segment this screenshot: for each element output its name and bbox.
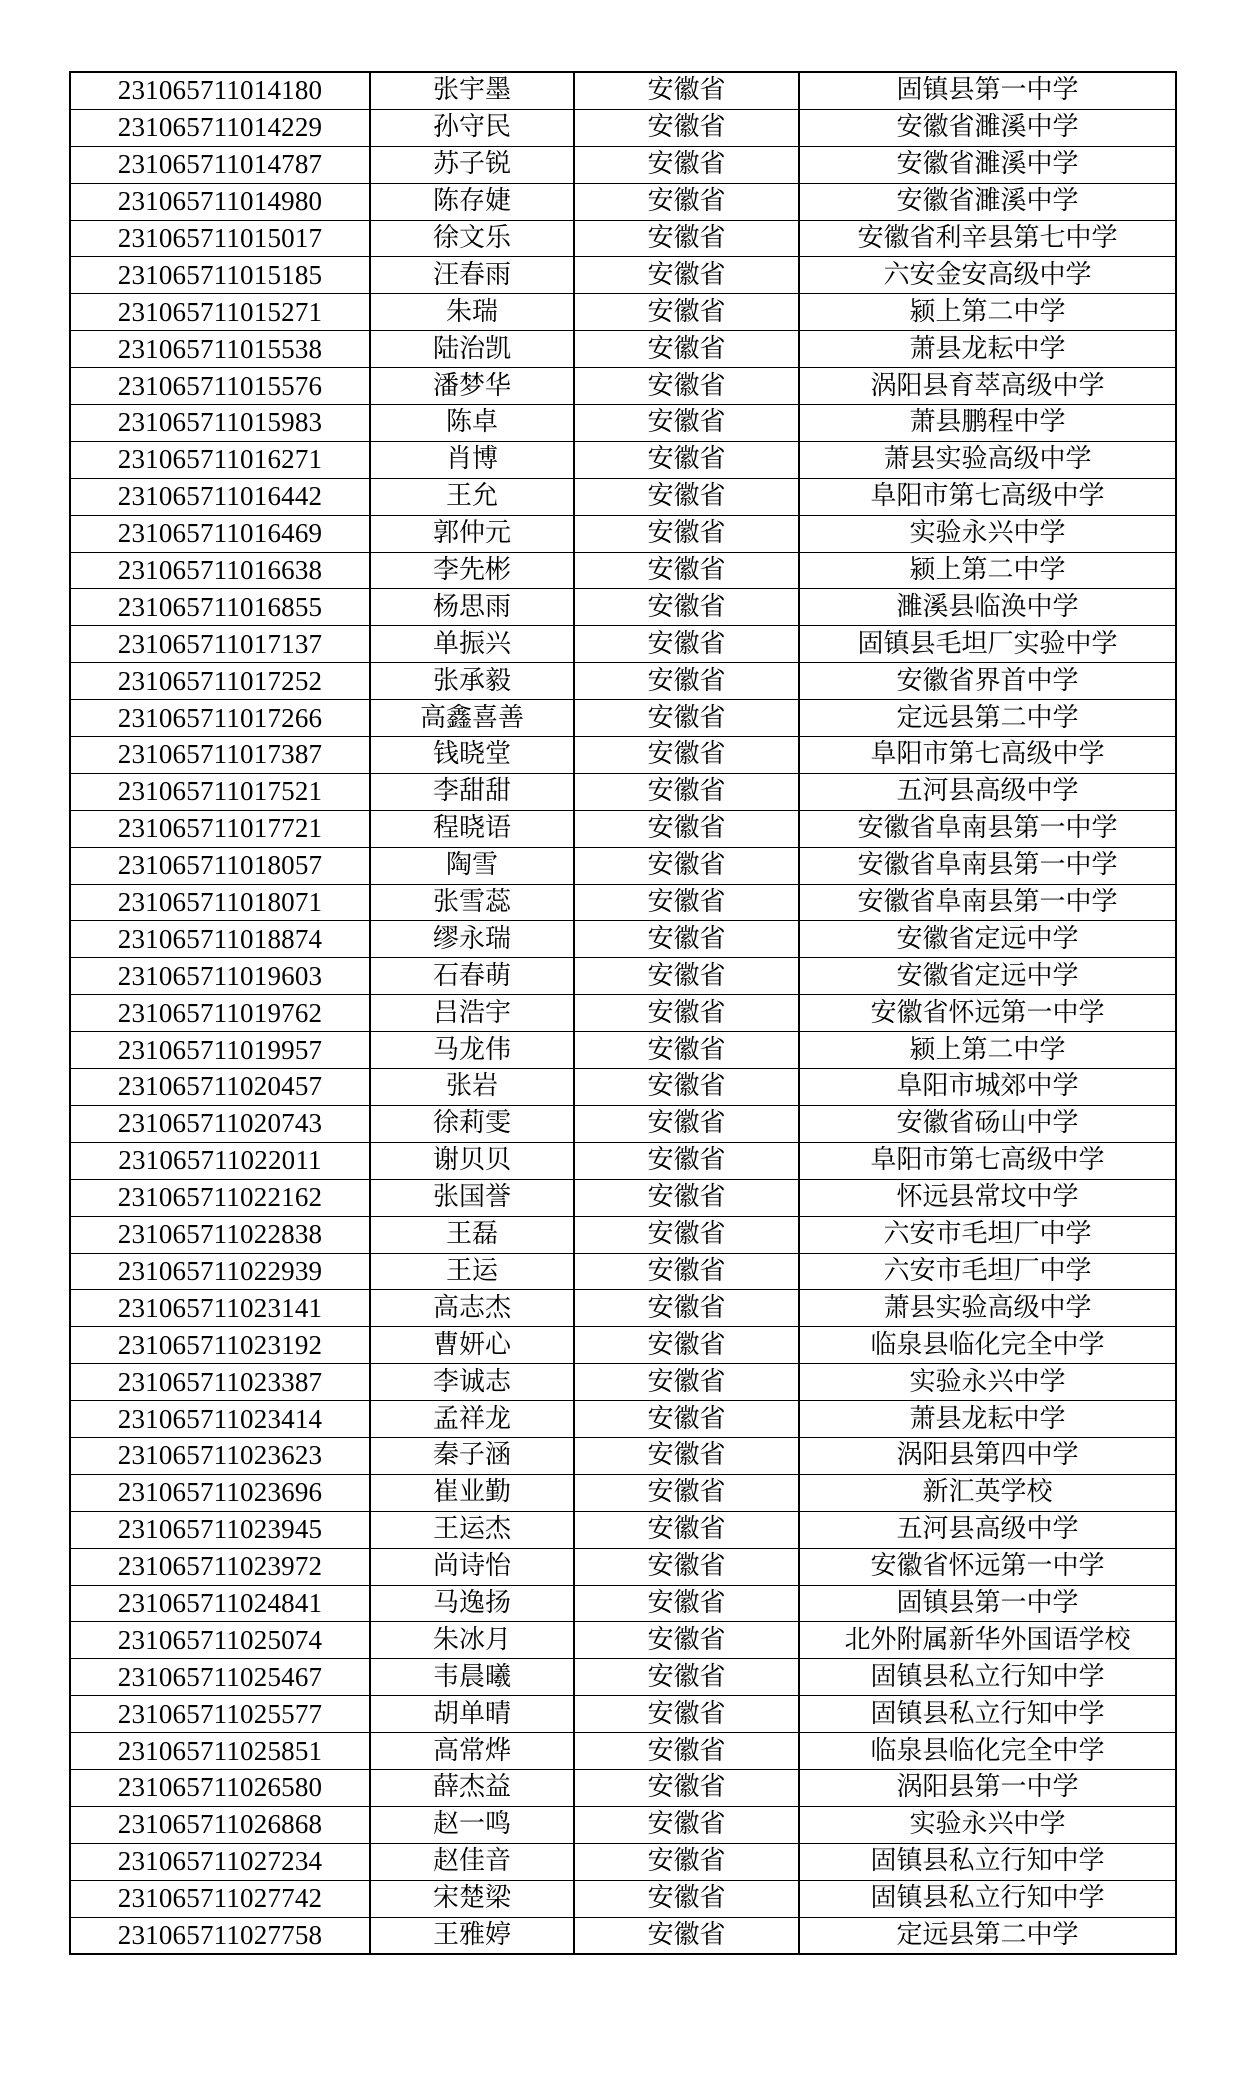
candidate-id-cell: 231065711015017 — [70, 220, 370, 257]
candidate-id-cell: 231065711025074 — [70, 1622, 370, 1659]
school-cell: 六安金安高级中学 — [799, 257, 1176, 294]
province-cell: 安徽省 — [574, 1548, 799, 1585]
province-cell: 安徽省 — [574, 146, 799, 183]
candidate-id-cell: 231065711020743 — [70, 1105, 370, 1142]
province-cell: 安徽省 — [574, 1733, 799, 1770]
student-name-cell: 王允 — [370, 478, 574, 515]
province-cell: 安徽省 — [574, 921, 799, 958]
province-cell: 安徽省 — [574, 1843, 799, 1880]
student-name-cell: 崔业勤 — [370, 1474, 574, 1511]
student-name-cell: 石春萌 — [370, 958, 574, 995]
candidate-id-cell: 231065711022939 — [70, 1253, 370, 1290]
school-cell: 实验永兴中学 — [799, 1364, 1176, 1401]
province-cell: 安徽省 — [574, 183, 799, 220]
table-row — [70, 183, 1176, 220]
candidate-id-cell: 231065711017266 — [70, 700, 370, 737]
candidate-id-cell: 231065711017521 — [70, 773, 370, 810]
province-cell: 安徽省 — [574, 1105, 799, 1142]
student-name-cell: 徐文乐 — [370, 220, 574, 257]
school-cell: 颍上第二中学 — [799, 294, 1176, 331]
student-name-cell: 胡单晴 — [370, 1696, 574, 1733]
school-cell: 颍上第二中学 — [799, 1032, 1176, 1069]
school-cell: 涡阳县育萃高级中学 — [799, 368, 1176, 405]
candidate-id-cell: 231065711023623 — [70, 1437, 370, 1474]
student-name-cell: 陈存婕 — [370, 183, 574, 220]
candidate-id-cell: 231065711018071 — [70, 884, 370, 921]
province-cell: 安徽省 — [574, 552, 799, 589]
candidate-id-cell: 231065711022838 — [70, 1216, 370, 1253]
table-row — [70, 1069, 1176, 1106]
province-cell: 安徽省 — [574, 1511, 799, 1548]
student-name-cell: 高鑫喜善 — [370, 700, 574, 737]
student-name-cell: 王运杰 — [370, 1511, 574, 1548]
table-row — [70, 1806, 1176, 1843]
school-cell: 萧县实验高级中学 — [799, 441, 1176, 478]
province-cell: 安徽省 — [574, 1327, 799, 1364]
table-row — [70, 773, 1176, 810]
table-row — [70, 1622, 1176, 1659]
student-name-cell: 王雅婷 — [370, 1917, 574, 1954]
school-cell: 萧县龙耘中学 — [799, 331, 1176, 368]
table-row — [70, 331, 1176, 368]
student-name-cell: 尚诗怡 — [370, 1548, 574, 1585]
candidate-id-cell: 231065711017387 — [70, 737, 370, 774]
candidate-id-cell: 231065711026868 — [70, 1806, 370, 1843]
candidate-id-cell: 231065711019762 — [70, 995, 370, 1032]
candidate-id-cell: 231065711017137 — [70, 626, 370, 663]
province-cell: 安徽省 — [574, 331, 799, 368]
school-cell: 涡阳县第四中学 — [799, 1437, 1176, 1474]
table-row — [70, 1032, 1176, 1069]
candidate-id-cell: 231065711017721 — [70, 810, 370, 847]
candidate-id-cell: 231065711026580 — [70, 1769, 370, 1806]
candidate-id-cell: 231065711017252 — [70, 663, 370, 700]
province-cell: 安徽省 — [574, 1290, 799, 1327]
candidate-id-cell: 231065711022162 — [70, 1179, 370, 1216]
province-cell: 安徽省 — [574, 1179, 799, 1216]
table-row — [70, 1290, 1176, 1327]
table-row — [70, 1364, 1176, 1401]
candidate-id-cell: 231065711023141 — [70, 1290, 370, 1327]
province-cell: 安徽省 — [574, 958, 799, 995]
candidate-id-cell: 231065711027234 — [70, 1843, 370, 1880]
table-row — [70, 552, 1176, 589]
province-cell: 安徽省 — [574, 1069, 799, 1106]
student-name-cell: 马逸扬 — [370, 1585, 574, 1622]
student-name-cell: 李甜甜 — [370, 773, 574, 810]
school-cell: 北外附属新华外国语学校 — [799, 1622, 1176, 1659]
table-row — [70, 1327, 1176, 1364]
table-row — [70, 847, 1176, 884]
student-name-cell: 张国誉 — [370, 1179, 574, 1216]
candidate-id-cell: 231065711022011 — [70, 1142, 370, 1179]
table-row — [70, 1917, 1176, 1954]
student-name-cell: 苏子锐 — [370, 146, 574, 183]
province-cell: 安徽省 — [574, 1364, 799, 1401]
school-cell: 萧县鹏程中学 — [799, 405, 1176, 442]
school-cell: 涡阳县第一中学 — [799, 1769, 1176, 1806]
table-row — [70, 884, 1176, 921]
province-cell: 安徽省 — [574, 737, 799, 774]
school-cell: 安徽省阜南县第一中学 — [799, 847, 1176, 884]
roster-body — [70, 72, 1176, 1954]
province-cell: 安徽省 — [574, 847, 799, 884]
province-cell: 安徽省 — [574, 626, 799, 663]
table-row — [70, 1105, 1176, 1142]
table-row — [70, 146, 1176, 183]
candidate-id-cell: 231065711015538 — [70, 331, 370, 368]
candidate-id-cell: 231065711016855 — [70, 589, 370, 626]
student-name-cell: 张雪蕊 — [370, 884, 574, 921]
school-cell: 萧县实验高级中学 — [799, 1290, 1176, 1327]
province-cell: 安徽省 — [574, 1585, 799, 1622]
student-name-cell: 朱冰月 — [370, 1622, 574, 1659]
school-cell: 固镇县私立行知中学 — [799, 1659, 1176, 1696]
school-cell: 阜阳市第七高级中学 — [799, 1142, 1176, 1179]
province-cell: 安徽省 — [574, 1769, 799, 1806]
table-row — [70, 995, 1176, 1032]
province-cell: 安徽省 — [574, 1142, 799, 1179]
school-cell: 六安市毛坦厂中学 — [799, 1253, 1176, 1290]
province-cell: 安徽省 — [574, 368, 799, 405]
candidate-id-cell: 231065711014180 — [70, 72, 370, 109]
student-name-cell: 谢贝贝 — [370, 1142, 574, 1179]
table-row — [70, 1659, 1176, 1696]
school-cell: 安徽省定远中学 — [799, 958, 1176, 995]
candidate-id-cell: 231065711023945 — [70, 1511, 370, 1548]
student-name-cell: 朱瑞 — [370, 294, 574, 331]
candidate-id-cell: 231065711019957 — [70, 1032, 370, 1069]
table-row — [70, 1696, 1176, 1733]
school-cell: 实验永兴中学 — [799, 1806, 1176, 1843]
school-cell: 定远县第二中学 — [799, 700, 1176, 737]
school-cell: 临泉县临化完全中学 — [799, 1733, 1176, 1770]
table-row — [70, 1474, 1176, 1511]
school-cell: 临泉县临化完全中学 — [799, 1327, 1176, 1364]
table-row — [70, 589, 1176, 626]
province-cell: 安徽省 — [574, 1474, 799, 1511]
table-row — [70, 405, 1176, 442]
candidate-id-cell: 231065711027758 — [70, 1917, 370, 1954]
province-cell: 安徽省 — [574, 72, 799, 109]
table-row — [70, 1253, 1176, 1290]
student-name-cell: 肖博 — [370, 441, 574, 478]
province-cell: 安徽省 — [574, 1253, 799, 1290]
school-cell: 新汇英学校 — [799, 1474, 1176, 1511]
candidate-id-cell: 231065711016638 — [70, 552, 370, 589]
student-name-cell: 李先彬 — [370, 552, 574, 589]
province-cell: 安徽省 — [574, 773, 799, 810]
province-cell: 安徽省 — [574, 810, 799, 847]
province-cell: 安徽省 — [574, 1806, 799, 1843]
province-cell: 安徽省 — [574, 1696, 799, 1733]
school-cell: 安徽省濉溪中学 — [799, 183, 1176, 220]
school-cell: 安徽省濉溪中学 — [799, 146, 1176, 183]
student-name-cell: 王磊 — [370, 1216, 574, 1253]
table-row — [70, 1142, 1176, 1179]
candidate-id-cell: 231065711023972 — [70, 1548, 370, 1585]
table-row — [70, 220, 1176, 257]
table-row — [70, 1216, 1176, 1253]
school-cell: 固镇县私立行知中学 — [799, 1843, 1176, 1880]
school-cell: 安徽省怀远第一中学 — [799, 1548, 1176, 1585]
student-name-cell: 郭仲元 — [370, 515, 574, 552]
school-cell: 安徽省利辛县第七中学 — [799, 220, 1176, 257]
table-row — [70, 109, 1176, 146]
table-row — [70, 294, 1176, 331]
province-cell: 安徽省 — [574, 663, 799, 700]
school-cell: 固镇县第一中学 — [799, 1585, 1176, 1622]
table-row — [70, 1769, 1176, 1806]
province-cell: 安徽省 — [574, 1659, 799, 1696]
province-cell: 安徽省 — [574, 1917, 799, 1954]
candidate-id-cell: 231065711014787 — [70, 146, 370, 183]
table-row — [70, 368, 1176, 405]
school-cell: 阜阳市第七高级中学 — [799, 478, 1176, 515]
student-name-cell: 宋楚梁 — [370, 1880, 574, 1917]
province-cell: 安徽省 — [574, 700, 799, 737]
student-name-cell: 张宇墨 — [370, 72, 574, 109]
school-cell: 阜阳市第七高级中学 — [799, 737, 1176, 774]
candidate-id-cell: 231065711016469 — [70, 515, 370, 552]
student-name-cell: 陈卓 — [370, 405, 574, 442]
student-name-cell: 孙守民 — [370, 109, 574, 146]
student-name-cell: 王运 — [370, 1253, 574, 1290]
student-name-cell: 潘梦华 — [370, 368, 574, 405]
school-cell: 安徽省定远中学 — [799, 921, 1176, 958]
student-name-cell: 杨思雨 — [370, 589, 574, 626]
student-name-cell: 曹妍心 — [370, 1327, 574, 1364]
student-name-cell: 吕浩宇 — [370, 995, 574, 1032]
candidate-id-cell: 231065711023414 — [70, 1401, 370, 1438]
candidate-id-cell: 231065711015983 — [70, 405, 370, 442]
school-cell: 颍上第二中学 — [799, 552, 1176, 589]
candidate-id-cell: 231065711014229 — [70, 109, 370, 146]
student-name-cell: 钱晓堂 — [370, 737, 574, 774]
table-row — [70, 1401, 1176, 1438]
candidate-id-cell: 231065711025851 — [70, 1733, 370, 1770]
school-cell: 五河县高级中学 — [799, 1511, 1176, 1548]
table-row — [70, 626, 1176, 663]
table-row — [70, 257, 1176, 294]
student-name-cell: 汪春雨 — [370, 257, 574, 294]
school-cell: 安徽省怀远第一中学 — [799, 995, 1176, 1032]
school-cell: 安徽省界首中学 — [799, 663, 1176, 700]
student-name-cell: 高常烨 — [370, 1733, 574, 1770]
province-cell: 安徽省 — [574, 441, 799, 478]
province-cell: 安徽省 — [574, 1880, 799, 1917]
table-row — [70, 1843, 1176, 1880]
student-name-cell: 孟祥龙 — [370, 1401, 574, 1438]
candidate-id-cell: 231065711027742 — [70, 1880, 370, 1917]
province-cell: 安徽省 — [574, 995, 799, 1032]
table-row — [70, 1733, 1176, 1770]
school-cell: 六安市毛坦厂中学 — [799, 1216, 1176, 1253]
province-cell: 安徽省 — [574, 109, 799, 146]
school-cell: 固镇县第一中学 — [799, 72, 1176, 109]
student-name-cell: 赵一鸣 — [370, 1806, 574, 1843]
table-row — [70, 1179, 1176, 1216]
school-cell: 定远县第二中学 — [799, 1917, 1176, 1954]
candidate-id-cell: 231065711015271 — [70, 294, 370, 331]
student-name-cell: 张岩 — [370, 1069, 574, 1106]
candidate-id-cell: 231065711018874 — [70, 921, 370, 958]
student-name-cell: 李诚志 — [370, 1364, 574, 1401]
table-row — [70, 441, 1176, 478]
table-row — [70, 663, 1176, 700]
table-row — [70, 737, 1176, 774]
province-cell: 安徽省 — [574, 294, 799, 331]
province-cell: 安徽省 — [574, 1216, 799, 1253]
table-row — [70, 1511, 1176, 1548]
candidate-id-cell: 231065711014980 — [70, 183, 370, 220]
province-cell: 安徽省 — [574, 515, 799, 552]
school-cell: 固镇县私立行知中学 — [799, 1880, 1176, 1917]
student-name-cell: 高志杰 — [370, 1290, 574, 1327]
table-row — [70, 72, 1176, 109]
table-row — [70, 700, 1176, 737]
province-cell: 安徽省 — [574, 405, 799, 442]
student-name-cell: 秦子涵 — [370, 1437, 574, 1474]
candidate-id-cell: 231065711016271 — [70, 441, 370, 478]
table-row — [70, 1437, 1176, 1474]
candidate-id-cell: 231065711023696 — [70, 1474, 370, 1511]
student-name-cell: 缪永瑞 — [370, 921, 574, 958]
student-name-cell: 赵佳音 — [370, 1843, 574, 1880]
candidate-id-cell: 231065711023192 — [70, 1327, 370, 1364]
province-cell: 安徽省 — [574, 1401, 799, 1438]
table-row — [70, 958, 1176, 995]
province-cell: 安徽省 — [574, 1622, 799, 1659]
province-cell: 安徽省 — [574, 257, 799, 294]
school-cell: 萧县龙耘中学 — [799, 1401, 1176, 1438]
student-name-cell: 陶雪 — [370, 847, 574, 884]
table-row — [70, 478, 1176, 515]
school-cell: 安徽省濉溪中学 — [799, 109, 1176, 146]
roster-table — [69, 71, 1177, 1955]
candidate-id-cell: 231065711015576 — [70, 368, 370, 405]
province-cell: 安徽省 — [574, 220, 799, 257]
student-name-cell: 韦晨曦 — [370, 1659, 574, 1696]
school-cell: 安徽省阜南县第一中学 — [799, 810, 1176, 847]
candidate-id-cell: 231065711024841 — [70, 1585, 370, 1622]
province-cell: 安徽省 — [574, 884, 799, 921]
school-cell: 安徽省砀山中学 — [799, 1105, 1176, 1142]
student-name-cell: 薛杰益 — [370, 1769, 574, 1806]
table-row — [70, 1585, 1176, 1622]
candidate-id-cell: 231065711015185 — [70, 257, 370, 294]
student-name-cell: 单振兴 — [370, 626, 574, 663]
school-cell: 濉溪县临涣中学 — [799, 589, 1176, 626]
province-cell: 安徽省 — [574, 478, 799, 515]
student-name-cell: 陆治凯 — [370, 331, 574, 368]
province-cell: 安徽省 — [574, 589, 799, 626]
candidate-id-cell: 231065711018057 — [70, 847, 370, 884]
table-row — [70, 810, 1176, 847]
student-name-cell: 马龙伟 — [370, 1032, 574, 1069]
student-name-cell: 徐莉雯 — [370, 1105, 574, 1142]
table-row — [70, 1548, 1176, 1585]
candidate-id-cell: 231065711019603 — [70, 958, 370, 995]
candidate-id-cell: 231065711025577 — [70, 1696, 370, 1733]
student-name-cell: 程晓语 — [370, 810, 574, 847]
school-cell: 阜阳市城郊中学 — [799, 1069, 1176, 1106]
table-row — [70, 921, 1176, 958]
table-row — [70, 1880, 1176, 1917]
province-cell: 安徽省 — [574, 1032, 799, 1069]
province-cell: 安徽省 — [574, 1437, 799, 1474]
table-row — [70, 515, 1176, 552]
school-cell: 固镇县私立行知中学 — [799, 1696, 1176, 1733]
school-cell: 安徽省阜南县第一中学 — [799, 884, 1176, 921]
school-cell: 五河县高级中学 — [799, 773, 1176, 810]
school-cell: 实验永兴中学 — [799, 515, 1176, 552]
candidate-id-cell: 231065711020457 — [70, 1069, 370, 1106]
candidate-id-cell: 231065711016442 — [70, 478, 370, 515]
school-cell: 固镇县毛坦厂实验中学 — [799, 626, 1176, 663]
candidate-id-cell: 231065711023387 — [70, 1364, 370, 1401]
school-cell: 怀远县常坟中学 — [799, 1179, 1176, 1216]
candidate-id-cell: 231065711025467 — [70, 1659, 370, 1696]
student-name-cell: 张承毅 — [370, 663, 574, 700]
